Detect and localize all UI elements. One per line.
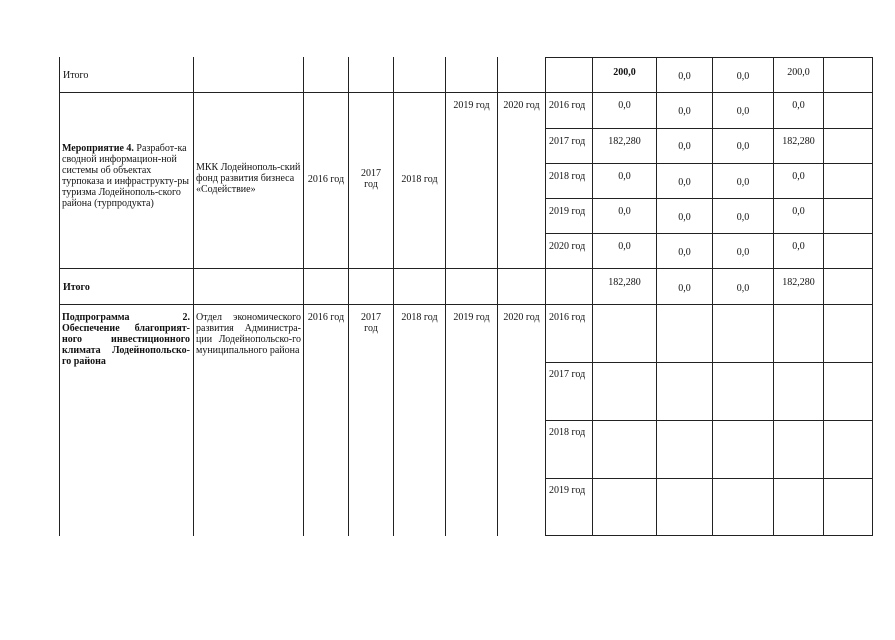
- local-cell: 182,280: [782, 136, 815, 147]
- grid-line: [545, 420, 873, 421]
- grid-line: [545, 478, 873, 479]
- subprogram-2-2019: 2019 год: [453, 312, 490, 323]
- year-cell: 2017 год: [549, 136, 586, 147]
- year-cell: 2019 год: [549, 206, 586, 217]
- reg-cell: 0,0: [736, 212, 750, 223]
- measure-4-title: [62, 143, 190, 209]
- year-cell: 2018 год: [549, 171, 586, 182]
- grid-line: [445, 57, 446, 536]
- year-cell: 2019 год: [549, 485, 586, 496]
- itogo-reg: 0,0: [736, 283, 750, 294]
- itogo-label: Итого: [63, 282, 90, 293]
- itogo-local: 200,0: [787, 67, 810, 78]
- grid-line: [393, 57, 394, 536]
- subprogram-2-executor: Отдел экономического развития Администра-ции Лодейнопольско-го муниципального района: [196, 312, 301, 356]
- fed-cell: 0,0: [678, 106, 691, 117]
- grid-line: [348, 57, 349, 536]
- reg-cell: 0,0: [736, 141, 750, 152]
- total-cell: 0,0: [618, 241, 631, 252]
- grid-line: [59, 304, 873, 305]
- fed-cell: 0,0: [678, 141, 691, 152]
- measure-4-start: 2016 год: [307, 174, 345, 185]
- measure-4-title-bold: Мероприятие 4.: [62, 143, 134, 154]
- itogo-total: 182,280: [608, 277, 641, 288]
- reg-cell: 0,0: [736, 177, 750, 188]
- grid-line: [545, 233, 873, 234]
- year-cell: 2017 год: [549, 369, 586, 380]
- grid-line: [193, 57, 194, 536]
- grid-line: [545, 57, 873, 58]
- grid-line: [545, 362, 873, 363]
- measure-4-2020: 2020 год: [503, 100, 540, 111]
- grid-line: [59, 268, 873, 269]
- itogo-total: 200,0: [613, 67, 636, 78]
- itogo-fed: 0,0: [678, 71, 691, 82]
- itogo-reg: 0,0: [736, 71, 750, 82]
- grid-line: [545, 163, 873, 164]
- grid-line: [545, 198, 873, 199]
- year-cell: 2016 год: [549, 312, 586, 323]
- total-cell: 0,0: [618, 100, 631, 111]
- grid-line: [545, 535, 873, 536]
- grid-line: [545, 128, 873, 129]
- measure-4-2019: 2019 год: [453, 100, 490, 111]
- itogo-fed: 0,0: [678, 283, 691, 294]
- year-cell: 2018 год: [549, 427, 586, 438]
- local-cell: 0,0: [792, 171, 805, 182]
- grid-line: [303, 57, 304, 536]
- reg-cell: 0,0: [736, 247, 750, 258]
- subprogram-2-mid: 2017 год: [361, 312, 381, 334]
- itogo-local: 182,280: [782, 277, 815, 288]
- measure-4-title-text: Разработ-ка сводной информацион-ной системы об объектах турпоказа и инфраструкту-ры туризма Лодейнополь-ского района (турпродукта): [62, 143, 189, 209]
- fed-cell: 0,0: [678, 177, 691, 188]
- grid-line: [59, 57, 60, 536]
- subprogram-2-2020: 2020 год: [503, 312, 540, 323]
- grid-line: [59, 92, 873, 93]
- total-cell: 182,280: [608, 136, 641, 147]
- fed-cell: 0,0: [678, 247, 691, 258]
- local-cell: 0,0: [792, 206, 805, 217]
- measure-4-executor: МКК Лодейнополь-ский фонд развития бизнеса «Содействие»: [196, 162, 301, 195]
- subprogram-2-start: 2016 год: [307, 312, 345, 323]
- itogo-label: Итого: [63, 70, 89, 81]
- measure-4-end: 2018 год: [401, 174, 438, 185]
- subprogram-2-title: Подпрограмма 2. Обеспечение благоприят-ного инвестиционного климата Лодейнопольско-го района: [62, 312, 190, 367]
- grid-line: [497, 57, 498, 536]
- reg-cell: 0,0: [736, 106, 750, 117]
- total-cell: 0,0: [618, 206, 631, 217]
- measure-4-mid: 2017 год: [361, 168, 381, 190]
- local-cell: 0,0: [792, 241, 805, 252]
- fed-cell: 0,0: [678, 212, 691, 223]
- local-cell: 0,0: [792, 100, 805, 111]
- total-cell: 0,0: [618, 171, 631, 182]
- year-cell: 2020 год: [549, 241, 586, 252]
- subprogram-2-end: 2018 год: [401, 312, 438, 323]
- year-cell: 2016 год: [549, 100, 586, 111]
